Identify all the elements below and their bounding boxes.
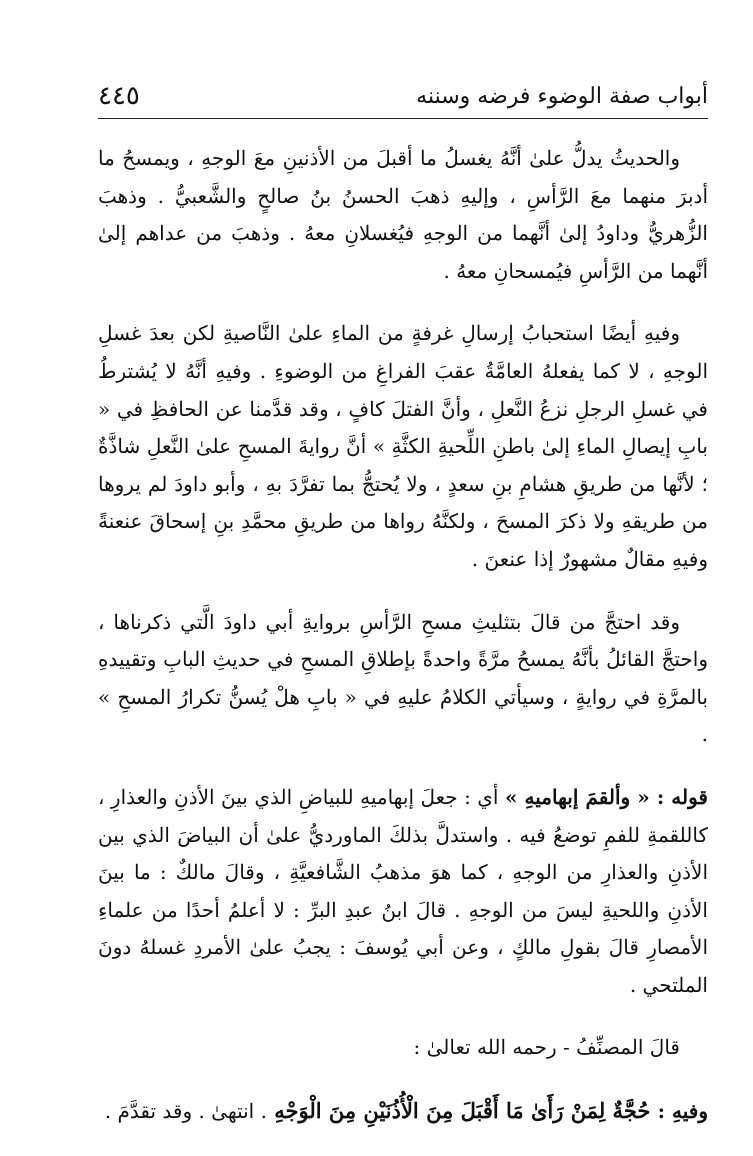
author-lead: وفيهِ : bbox=[657, 1099, 708, 1124]
page-body bbox=[98, 140, 708, 1156]
paragraph-text: قالَ المصنِّفُ - رحمه الله تعالىٰ : bbox=[413, 1035, 680, 1060]
paragraph-5 bbox=[98, 1029, 708, 1067]
commentary-lead: قوله : « وألقمَ إبهاميهِ » bbox=[504, 784, 708, 809]
paragraph-text: وفيهِ أيضًا استحبابُ إرسالِ غرفةٍ من الماءِ علىٰ النَّاصيةِ لكن بعدَ غسلِ الوجهِ ، لا كما يفعلهُ العامَّةُ عقبَ الفراغِ من الوضوءِ . وفيهِ أنَّهُ لا يُشترطُ في غسلِ الرجلِ نزعُ النَّعلِ ، وأنَّ الفتلَ كافٍ ، وقد قدَّمنا عن الحافظِ في « بابِ إيصالِ الماءِ إلىٰ باطنِ اللِّحيةِ الكثَّةِ » أنَّ روايةَ المسحِ علىٰ النَّعلِ شاذَّةٌ ؛ لأنَّها من طريقِ هشامِ بنِ سعدٍ ، ولا يُحتجُّ بما تفرَّدَ بهِ ، وأبو داودَ لم يروها من طريقهِ ولا ذكرَ المسحَ ، ولكنَّهُ رواها من طريقِ محمَّدِ بنِ إسحاقَ عنعنةً وفيهِ مقالٌ مشهورٌ إذا عنعنَ . bbox=[98, 321, 708, 571]
page-number: ٤٤٥ bbox=[98, 81, 140, 111]
paragraph-1 bbox=[98, 140, 708, 290]
paragraph-3 bbox=[98, 604, 708, 754]
paragraph-4 bbox=[98, 779, 708, 1005]
paragraph-text: والحديثُ يدلُّ علىٰ أنَّهُ يغسلُ ما أقبلَ من الأذنينِ معَ الوجهِ ، ويمسحُ ما أدبرَ منهما معَ الرَّأسِ ، وإليهِ ذهبَ الحسنُ بنُ صالحٍ والشَّعبيُّ . وذهبَ الزُّهريُّ وداودُ إلىٰ أنَّهما من الوجهِ فيُغسلانِ معهُ . وذهبَ من عداهم إلىٰ أنَّهما من الرَّأسِ فيُمسحانِ معهُ . bbox=[98, 146, 708, 283]
paragraph-6 bbox=[98, 1092, 708, 1131]
paragraph-text: أي : جعلَ إبهاميهِ للبياضِ الذي بينَ الأذنِ والعذارِ ، كاللقمةِ للفمِ توضعُ فيه . واستدلَّ بذلكَ الماورديُّ علىٰ أن البياضَ الذي بين الأذنِ والعذارِ من الوجهِ ، كما هوَ مذهبُ الشَّافعيَّةِ ، وقالَ مالكٌ : ما بينَ الأذنِ واللحيةِ ليسَ من الوجهِ . قالَ ابنُ عبدِ البرِّ : لا أعلمُ أحدًا من علماءِ الأمصارِ قالَ بقولِ مالكٍ ، وعن أبي يُوسفَ : يجبُ علىٰ الأمردِ غسلهُ دونَ الملتحي . bbox=[98, 784, 708, 997]
quoted-text: حُجَّةٌ لِمَنْ رَأَىٰ مَا أَقْبَلَ مِنَ الْأُذُنَيْنِ مِنَ الْوَجْهِ bbox=[266, 1098, 658, 1124]
paragraph-text: . انتهىٰ . وقد تقدَّمَ . bbox=[104, 1099, 267, 1124]
page-header bbox=[98, 78, 708, 119]
paragraph-text: وقد احتجَّ من قالَ بتثليثِ مسحِ الرَّأسِ بروايةِ أبي داودَ الَّتي ذكرناها ، واحتجَّ القائلُ بأنَّهُ يمسحُ مرَّةً واحدةً بإطلاقِ المسحِ في حديثِ البابِ وتقييدهِ بالمرَّةِ في روايةٍ ، وسيأتي الكلامُ عليهِ في « بابِ هلْ يُسنُّ تكرارُ المسحِ » . bbox=[98, 609, 708, 747]
paragraph-2 bbox=[98, 315, 708, 578]
running-title: أبواب صفة الوضوء فرضه وسننه bbox=[416, 84, 708, 109]
